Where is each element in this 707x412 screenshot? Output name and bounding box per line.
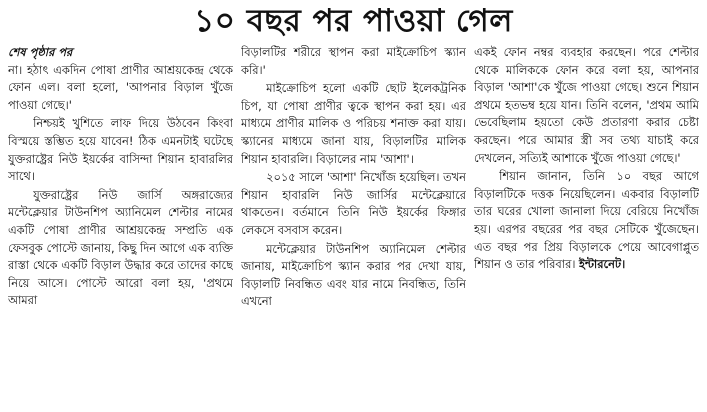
- paragraph: একই ফোন নম্বর ব্যবহার করছেন। পরে শেল্টার থেকে মালিককে ফোন করে বলা হয়, আপনার বিড়াল 'আশা'কে খুঁজে পাওয়া গেছে। শুনে শিয়ান প্রথমে হতভম্ব হয়ে যান। তিনি বলেন, 'প্রথম আমি ভেবেছিলাম হয়তো কেউ প্রতারণা করার চেষ্টা করছেন। পরে আমার স্ত্রী সব তথ্য যাচাই করে দেখলেন, সত্যিই আশাকে খুঁজে পাওয়া গেছে।': [474, 45, 699, 165]
- paragraph: নিশ্চয়ই খুশিতে লাফ দিয়ে উঠবেন কিংবা বিস্ময়ে স্তম্ভিত হয়ে যাবেন! ঠিক এমনটাই ঘটেছে যুক্তরাষ্ট্রের নিউ ইয়র্কের বাসিন্দা শিয়ান হাবারলির সাথে।: [8, 116, 233, 184]
- paragraph: বিড়ালটির শরীরে স্থাপন করা মাইক্রোচিপ স্ক্যান করি।': [241, 45, 466, 77]
- source-credit: ইন্টারনেট।: [579, 257, 626, 272]
- paragraph-with-source: [474, 168, 699, 274]
- paragraph: না। হঠাৎ একদিন পোষা প্রাণীর আশ্রয়কেন্দ্র থেকে ফোন এল। বলা হলো, 'আপনার বিড়াল খুঁজে পাওয়া গেছে।': [8, 62, 233, 112]
- paragraph: মাইক্রোচিপ হলো একটি ছোট ইলেকট্রনিক চিপ, যা পোষা প্রাণীর ত্বকে স্থাপন করা হয়। এর মাধ্যমে প্রাণীর মালিক ও পরিচয় শনাক্ত করা যায়। স্ক্যানের মাধ্যমে জানা যায়, বিড়ালটির মালিক শিয়ান হাবারলি। বিড়ালের নাম 'আশা'।: [241, 81, 466, 166]
- column-3: [474, 44, 699, 410]
- column-1: [8, 44, 233, 410]
- paragraph: যুক্তরাষ্ট্রের নিউ জার্সি অঙ্গরাজ্যের মন্টেক্লেয়ার টাউনশিপ অ্যানিমেল শেল্টার নামের একটি পোষা প্রাণীর আশ্রয়কেন্দ্র সম্প্রতি এক ফেসবুক পোস্টে জানায়, কিছু দিন আগে এক ব্যক্তি রাস্তা থেকে একটি বিড়াল উদ্ধার করে তাদের কাছে নিয়ে আসে। পোস্টে আরো বলা হয়, 'প্রথমে আমরা: [8, 187, 233, 308]
- continued-from-label: শেষ পৃষ্ঠার পর: [8, 45, 73, 59]
- paragraph: মন্টেক্লেয়ার টাউনশিপ অ্যানিমেল শেল্টার জানায়, মাইক্রোচিপ স্ক্যান করার পর দেখা যায়, বিড়ালটি নিবন্ধিত এবং যার নামে নিবন্ধিত, তিনি এখনো: [241, 241, 466, 309]
- column-2: [241, 44, 466, 410]
- article-columns: [8, 44, 699, 410]
- paragraph: ২০১৫ সালে 'আশা' নিখোঁজ হয়েছিল। তখন শিয়ান হাবারলি নিউ জার্সির মন্টেক্লেয়ারে থাকতেন। বর্তমানে তিনি নিউ ইয়র্কের ফিঙ্গার লেকসে বসবাস করেন।: [241, 170, 466, 237]
- headline: ১০ বছর পর পাওয়া গেল: [194, 3, 513, 39]
- paragraph-text: শিয়ান জানান, তিনি ১০ বছর আগে বিড়ালটিকে দত্তক নিয়েছিলেন। একবার বিড়ালটি তার ঘরের খোলা জানালা দিয়ে বেরিয়ে নিখোঁজ হয়। এরপর বছরের পর বছর সেটিকে খুঁজেছেন। এত বছর পর প্রিয় বিড়ালকে পেয়ে আবেগাপ্লুত শিয়ান ও তার পরিবার।: [474, 169, 699, 272]
